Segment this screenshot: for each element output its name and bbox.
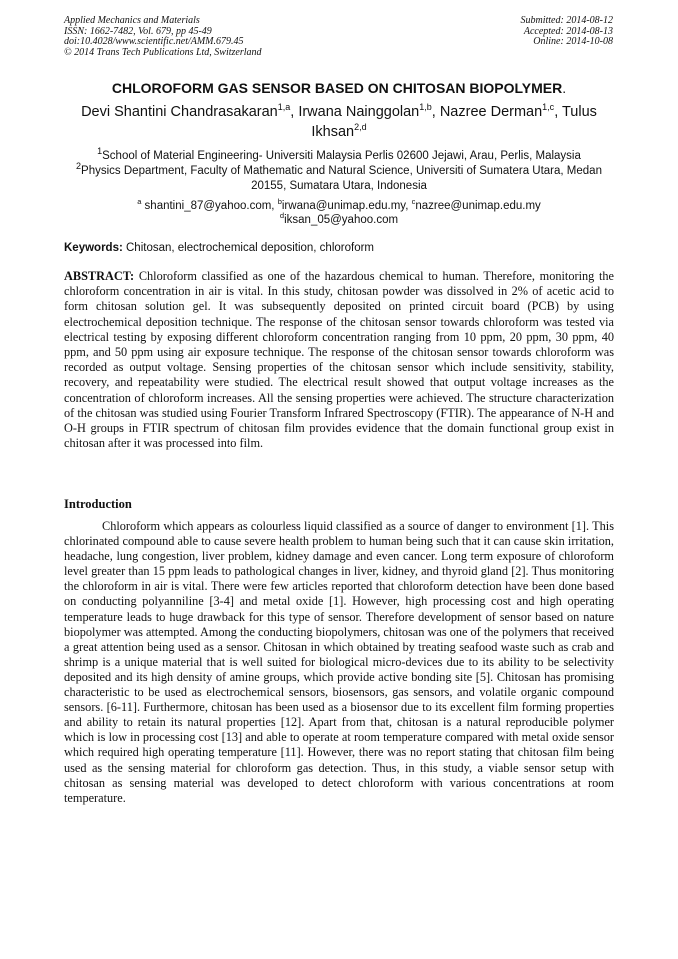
email-address: nazree@unimap.edu.my (415, 200, 541, 212)
affiliation-text: School of Material Engineering- Universiti Malaysia Perlis 02600 Jejawi, Arau, Perlis, Malaysia (102, 150, 581, 162)
journal-issn: ISSN: 1662-7482, Vol. 679, pp 45-49 (64, 25, 212, 37)
email-address: shantini_87@yahoo.com, (141, 200, 278, 212)
abstract-text: Chloroform classified as one of the hazardous chemical to human. Therefore, monitoring the chloroform concentration in air is vital. In this study, chitosan powder was dissolved in 2% of acetic acid to form chitosan solution gel. It was subsequently deposited on printed circuit board (PCB) by using electrochemical deposition technique. The response of the chitosan sensor towards chloroform was tested via electrical testing by exposing different chloroform concentration ranging from 10 ppm, 20 ppm, 30 ppm, 40 ppm, and 50 ppm using air exposure technique. The response of the chitosan sensor towards chloroform was recorded as output voltage. Sensing properties of the chitosan sensor which include sensitivity, stability, recovery, and repeatability were studied. The electrical result showed that output voltage increases as the concentration of chloroform increases. All the sensing properties were achieved. The structure characterization of the chitosan was studied using Fourier Transform Infrared Spectroscopy (FTIR). The appearance of N-H and O-H groups in FTIR spectrum of chitosan film provides evidence that the domain functional group exist in chitosan after it was processed into film. (64, 269, 614, 451)
author-separator: , (431, 104, 440, 120)
author-name: Devi Shantini Chandrasakaran (81, 104, 278, 120)
abstract-label: ABSTRACT: (64, 269, 135, 283)
email-address: irwana@unimap.edu.my, (281, 200, 412, 212)
author-separator: , (554, 104, 562, 120)
author-list (64, 102, 614, 142)
email-line-2 (64, 213, 614, 227)
author-emails (64, 199, 614, 227)
journal-header (64, 16, 262, 58)
email-line-1 (64, 199, 614, 213)
keywords (64, 242, 614, 254)
online-date: Online: 2014-10-08 (533, 36, 613, 48)
email-mark: d (279, 211, 285, 221)
affiliations (64, 146, 614, 194)
author-name: Nazree Derman (439, 104, 543, 120)
journal-doi: doi:10.4028/www.scientific.net/AMM.679.45 (64, 36, 244, 48)
author-name: Irwana Nainggolan (298, 104, 420, 120)
author-name: Tulus Ikhsan (311, 104, 597, 140)
email-address: iksan_05@yahoo.com (284, 214, 399, 226)
email-mark: c (411, 197, 416, 207)
section-heading-introduction: Introduction (64, 497, 132, 511)
keywords-text: Chitosan, electrochemical deposition, chloroform (122, 242, 374, 254)
submitted-date: Submitted: 2014-08-12 (520, 15, 613, 26)
journal-name: Applied Mechanics and Materials (64, 15, 200, 26)
affiliation-1 (64, 146, 614, 164)
affiliation-text: Physics Department, Faculty of Mathematic and Natural Science, Universiti of Sumatera Utara, Medan 20155, Sumatara Utara, Indonesia (81, 165, 602, 192)
journal-copyright: © 2014 Trans Tech Publications Ltd, Switzerland (64, 46, 262, 58)
affiliation-number: 1 (97, 146, 103, 157)
author-affiliation-mark: 1,a (277, 102, 291, 113)
title-text: CHLOROFORM GAS SENSOR BASED ON CHITOSAN BIOPOLYMER (111, 80, 563, 96)
author-affiliation-mark: 1,c (542, 102, 555, 113)
affiliation-2 (64, 161, 614, 194)
publication-dates (521, 16, 614, 48)
author-separator: , (290, 104, 299, 120)
affiliation-number: 2 (76, 161, 82, 172)
abstract (64, 269, 614, 451)
accepted-date: Accepted: 2014-08-13 (523, 25, 613, 37)
keywords-label: Keywords: (64, 242, 123, 254)
author-affiliation-mark: 1,b (419, 102, 432, 113)
introduction-paragraph: Chloroform which appears as colourless liquid classified as a source of danger to environment [1]. This chlorinated compound able to cause severe health problem to human being such that it can cause skin irritation, headache, lung congestion, liver problem, kidney damage and even cancer. Long term exposure of chloroform level greater than 15 ppm leads to pathological changes in liver, kidney, and thyroid gland [2]. Thus monitoring the chloroform in air is vital. There were few articles reported that chloroform detection have been done based on conducting polyanniline [3-4] and metal oxide [1]. However, high processing cost and high operating temperature leads to huge drawback for this type of sensor. Therefore development of sensor based on nature biopolymer was attempted. Among the conducting biopolymers, chitosan was one of the polymers that received a great attention being used as a sensor. Chitosan in which obtained by treating seafood waste such as crab and shrimp is a unique material that is well suited for biological micro-devices due to its ability to be selectivity deposited and its high density of amine groups, which provide active bonding site [5]. Chitosan has promising characteristic to be used as electrochemical sensors, biosensors, gas sensors, and volatile organic compound sensors. [6-11]. Furthermore, chitosan has been used as a biosensor due to its excellent film forming properties and ability to retain its natural properties [12]. Apart from that, chitosan is a natural reproducible polymer which is low in processing cost [13] and able to operate at room temperature compared with metal oxide sensor which required high operating temperature [11]. However, there was no report stating that chitosan film being used as the sensing material for chloroform gas detection. Thus, in this study, a viable sensor setup with chitosan as sensing material was developed to detect chloroform with various concentrations at room temperature. (64, 519, 614, 805)
author-affiliation-mark: 2,d (354, 122, 367, 133)
email-mark: b (277, 197, 282, 207)
email-mark: a (137, 197, 142, 207)
paper-title (64, 80, 614, 96)
title-period: . (562, 80, 567, 96)
